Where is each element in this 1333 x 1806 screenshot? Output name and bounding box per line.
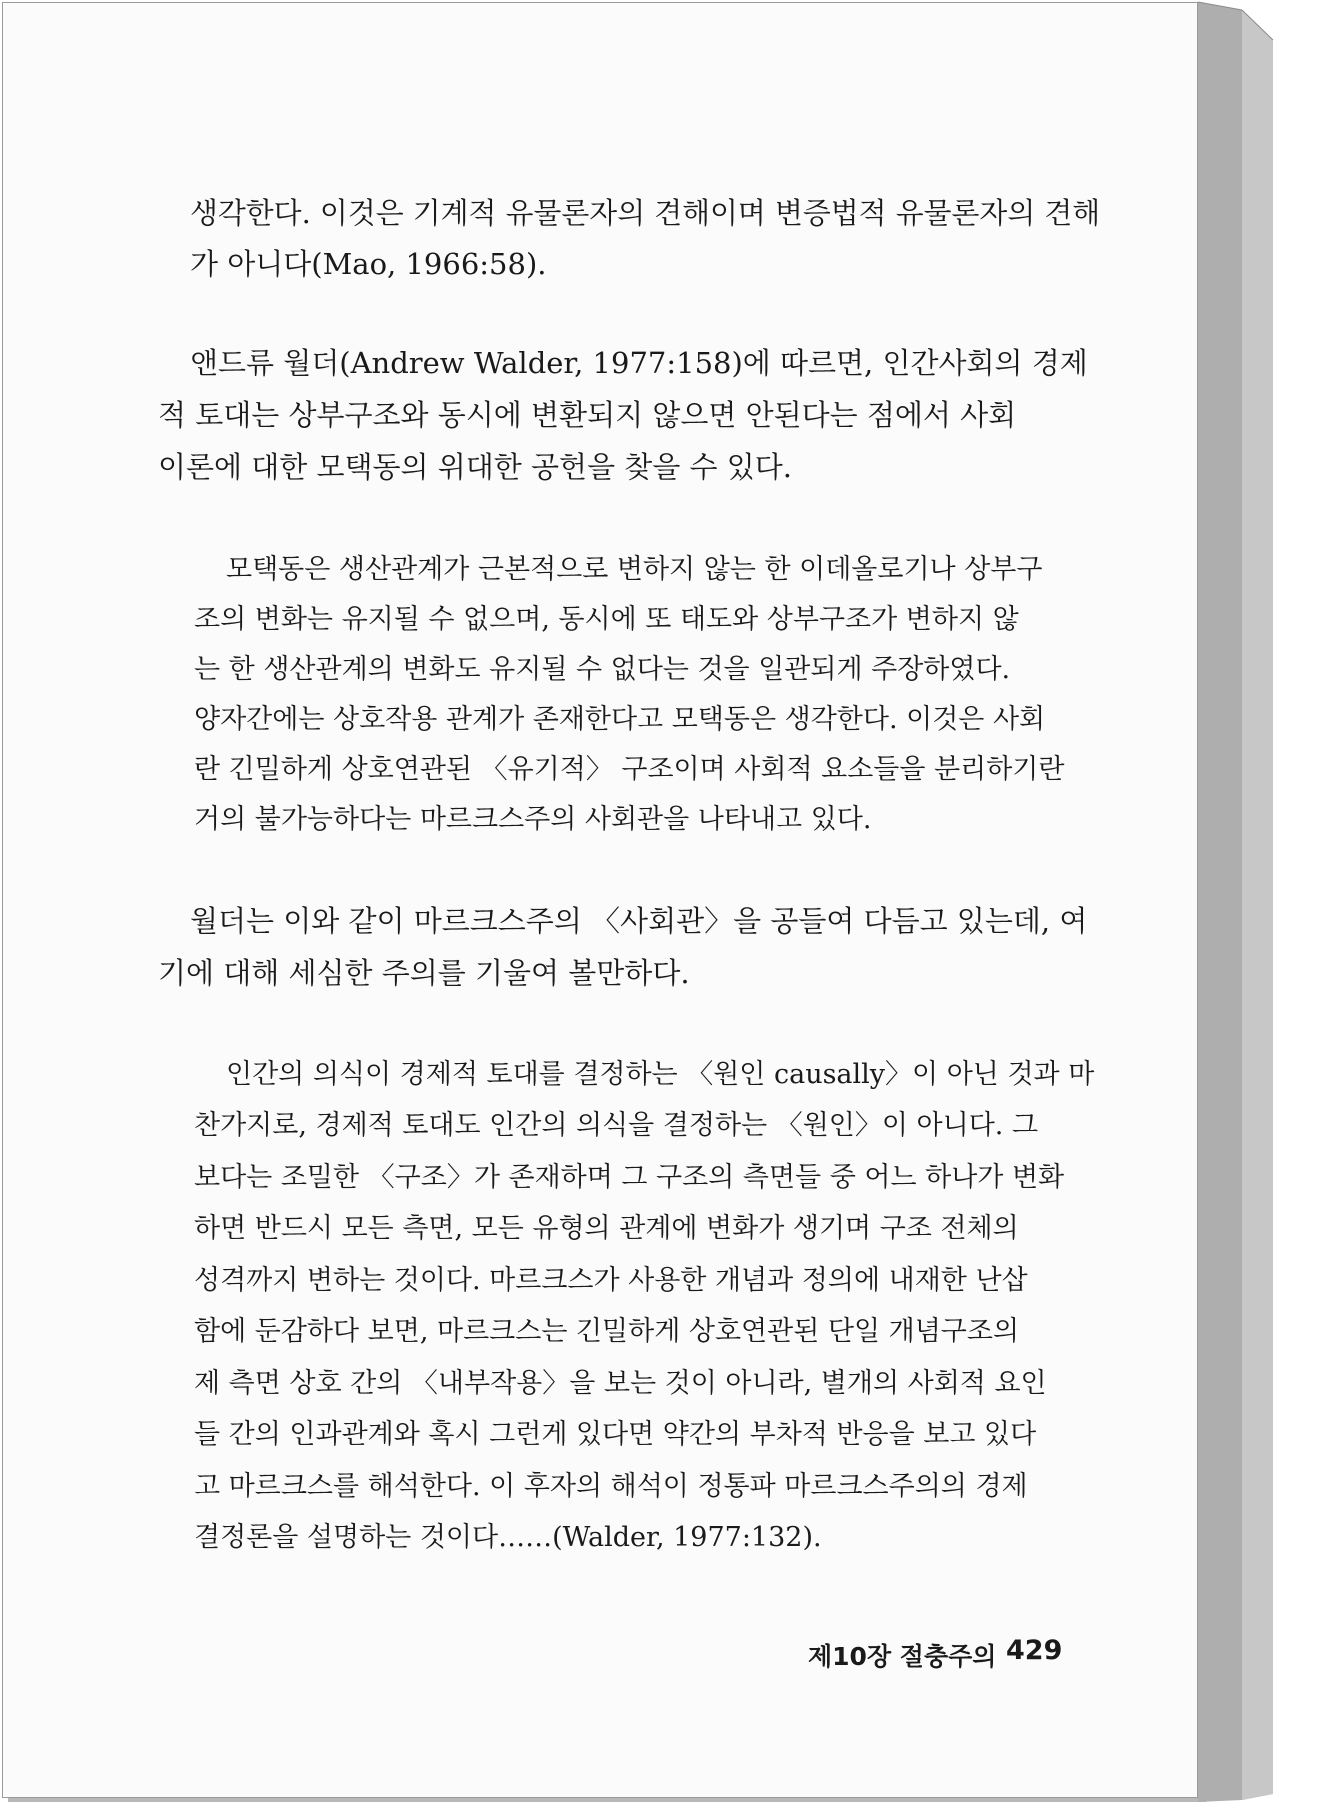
paragraph-5-line-9: 고 마르크스를 해석한다. 이 후자의 해석이 정통파 마르크스주의의 경제 <box>194 1471 1028 1502</box>
paragraph-1-line-2: 가 아니다(Mao, 1966:58). <box>190 247 547 281</box>
paragraph-3-line-4: 양자간에는 상호작용 관계가 존재한다고 모택동은 생각한다. 이것은 사회 <box>194 704 1046 735</box>
paragraph-3-line-5: 란 긴밀하게 상호연관된 〈유기적〉 구조이며 사회적 요소들을 분리하기란 <box>194 754 1065 785</box>
paragraph-3-line-1: 모택동은 생산관계가 근본적으로 변하지 않는 한 이데올로기나 상부구 <box>226 554 1043 585</box>
paragraph-5-line-4: 하면 반드시 모든 측면, 모든 유형의 관계에 변화가 생기며 구조 전체의 <box>194 1213 1019 1244</box>
paragraph-2-line-3: 이론에 대한 모택동의 위대한 공헌을 찾을 수 있다. <box>158 450 793 484</box>
paragraph-5-line-10: 결정론을 설명하는 것이다……(Walder, 1977:132). <box>194 1522 822 1553</box>
paragraph-4-line-2: 기에 대해 세심한 주의를 기울여 볼만하다. <box>158 956 690 990</box>
paragraph-5-line-1: 인간의 의식이 경제적 토대를 결정하는 〈원인 causally〉이 아닌 것과 마 <box>226 1059 1095 1090</box>
paragraph-5-line-7: 제 측면 상호 간의 〈내부작용〉을 보는 것이 아니라, 별개의 사회적 요인 <box>194 1368 1047 1399</box>
paragraph-1-line-1: 생각한다. 이것은 기계적 유물론자의 견해이며 변증법적 유물론자의 견해 <box>190 196 1101 230</box>
paragraph-5-line-3: 보다는 조밀한 〈구조〉가 존재하며 그 구조의 측면들 중 어느 하나가 변화 <box>194 1162 1065 1193</box>
paragraph-5-line-8: 들 간의 인과관계와 혹시 그런게 있다면 약간의 부차적 반응을 보고 있다 <box>194 1419 1037 1450</box>
paragraph-5-line-2: 찬가지로, 경제적 토대도 인간의 의식을 결정하는 〈원인〉이 아니다. 그 <box>194 1110 1039 1141</box>
paragraph-3-line-2: 조의 변화는 유지될 수 없으며, 동시에 또 태도와 상부구조가 변하지 않 <box>194 604 1019 635</box>
paragraph-5-line-6: 함에 둔감하다 보면, 마르크스는 긴밀하게 상호연관된 단일 개념구조의 <box>194 1316 1020 1347</box>
paragraph-3-line-6: 거의 불가능하다는 마르크스주의 사회관을 나타내고 있다. <box>194 804 872 835</box>
paragraph-2-line-1: 앤드류 월더(Andrew Walder, 1977:158)에 따르면, 인간사회의 경제 <box>190 346 1088 380</box>
paragraph-2-line-2: 적 토대는 상부구조와 동시에 변환되지 않으면 안된다는 점에서 사회 <box>158 398 1017 432</box>
paragraph-4-line-1: 월더는 이와 같이 마르크스주의 〈사회관〉을 공들여 다듬고 있는데, 여 <box>190 904 1088 938</box>
page-number: 429 <box>1006 1635 1063 1666</box>
running-footer-chapter: 제10장 절충주의 <box>808 1642 997 1671</box>
paragraph-5-line-5: 성격까지 변하는 것이다. 마르크스가 사용한 개념과 정의에 내재한 난삽 <box>194 1265 1028 1296</box>
paragraph-3-line-3: 는 한 생산관계의 변화도 유지될 수 없다는 것을 일관되게 주장하였다. <box>194 654 1011 685</box>
